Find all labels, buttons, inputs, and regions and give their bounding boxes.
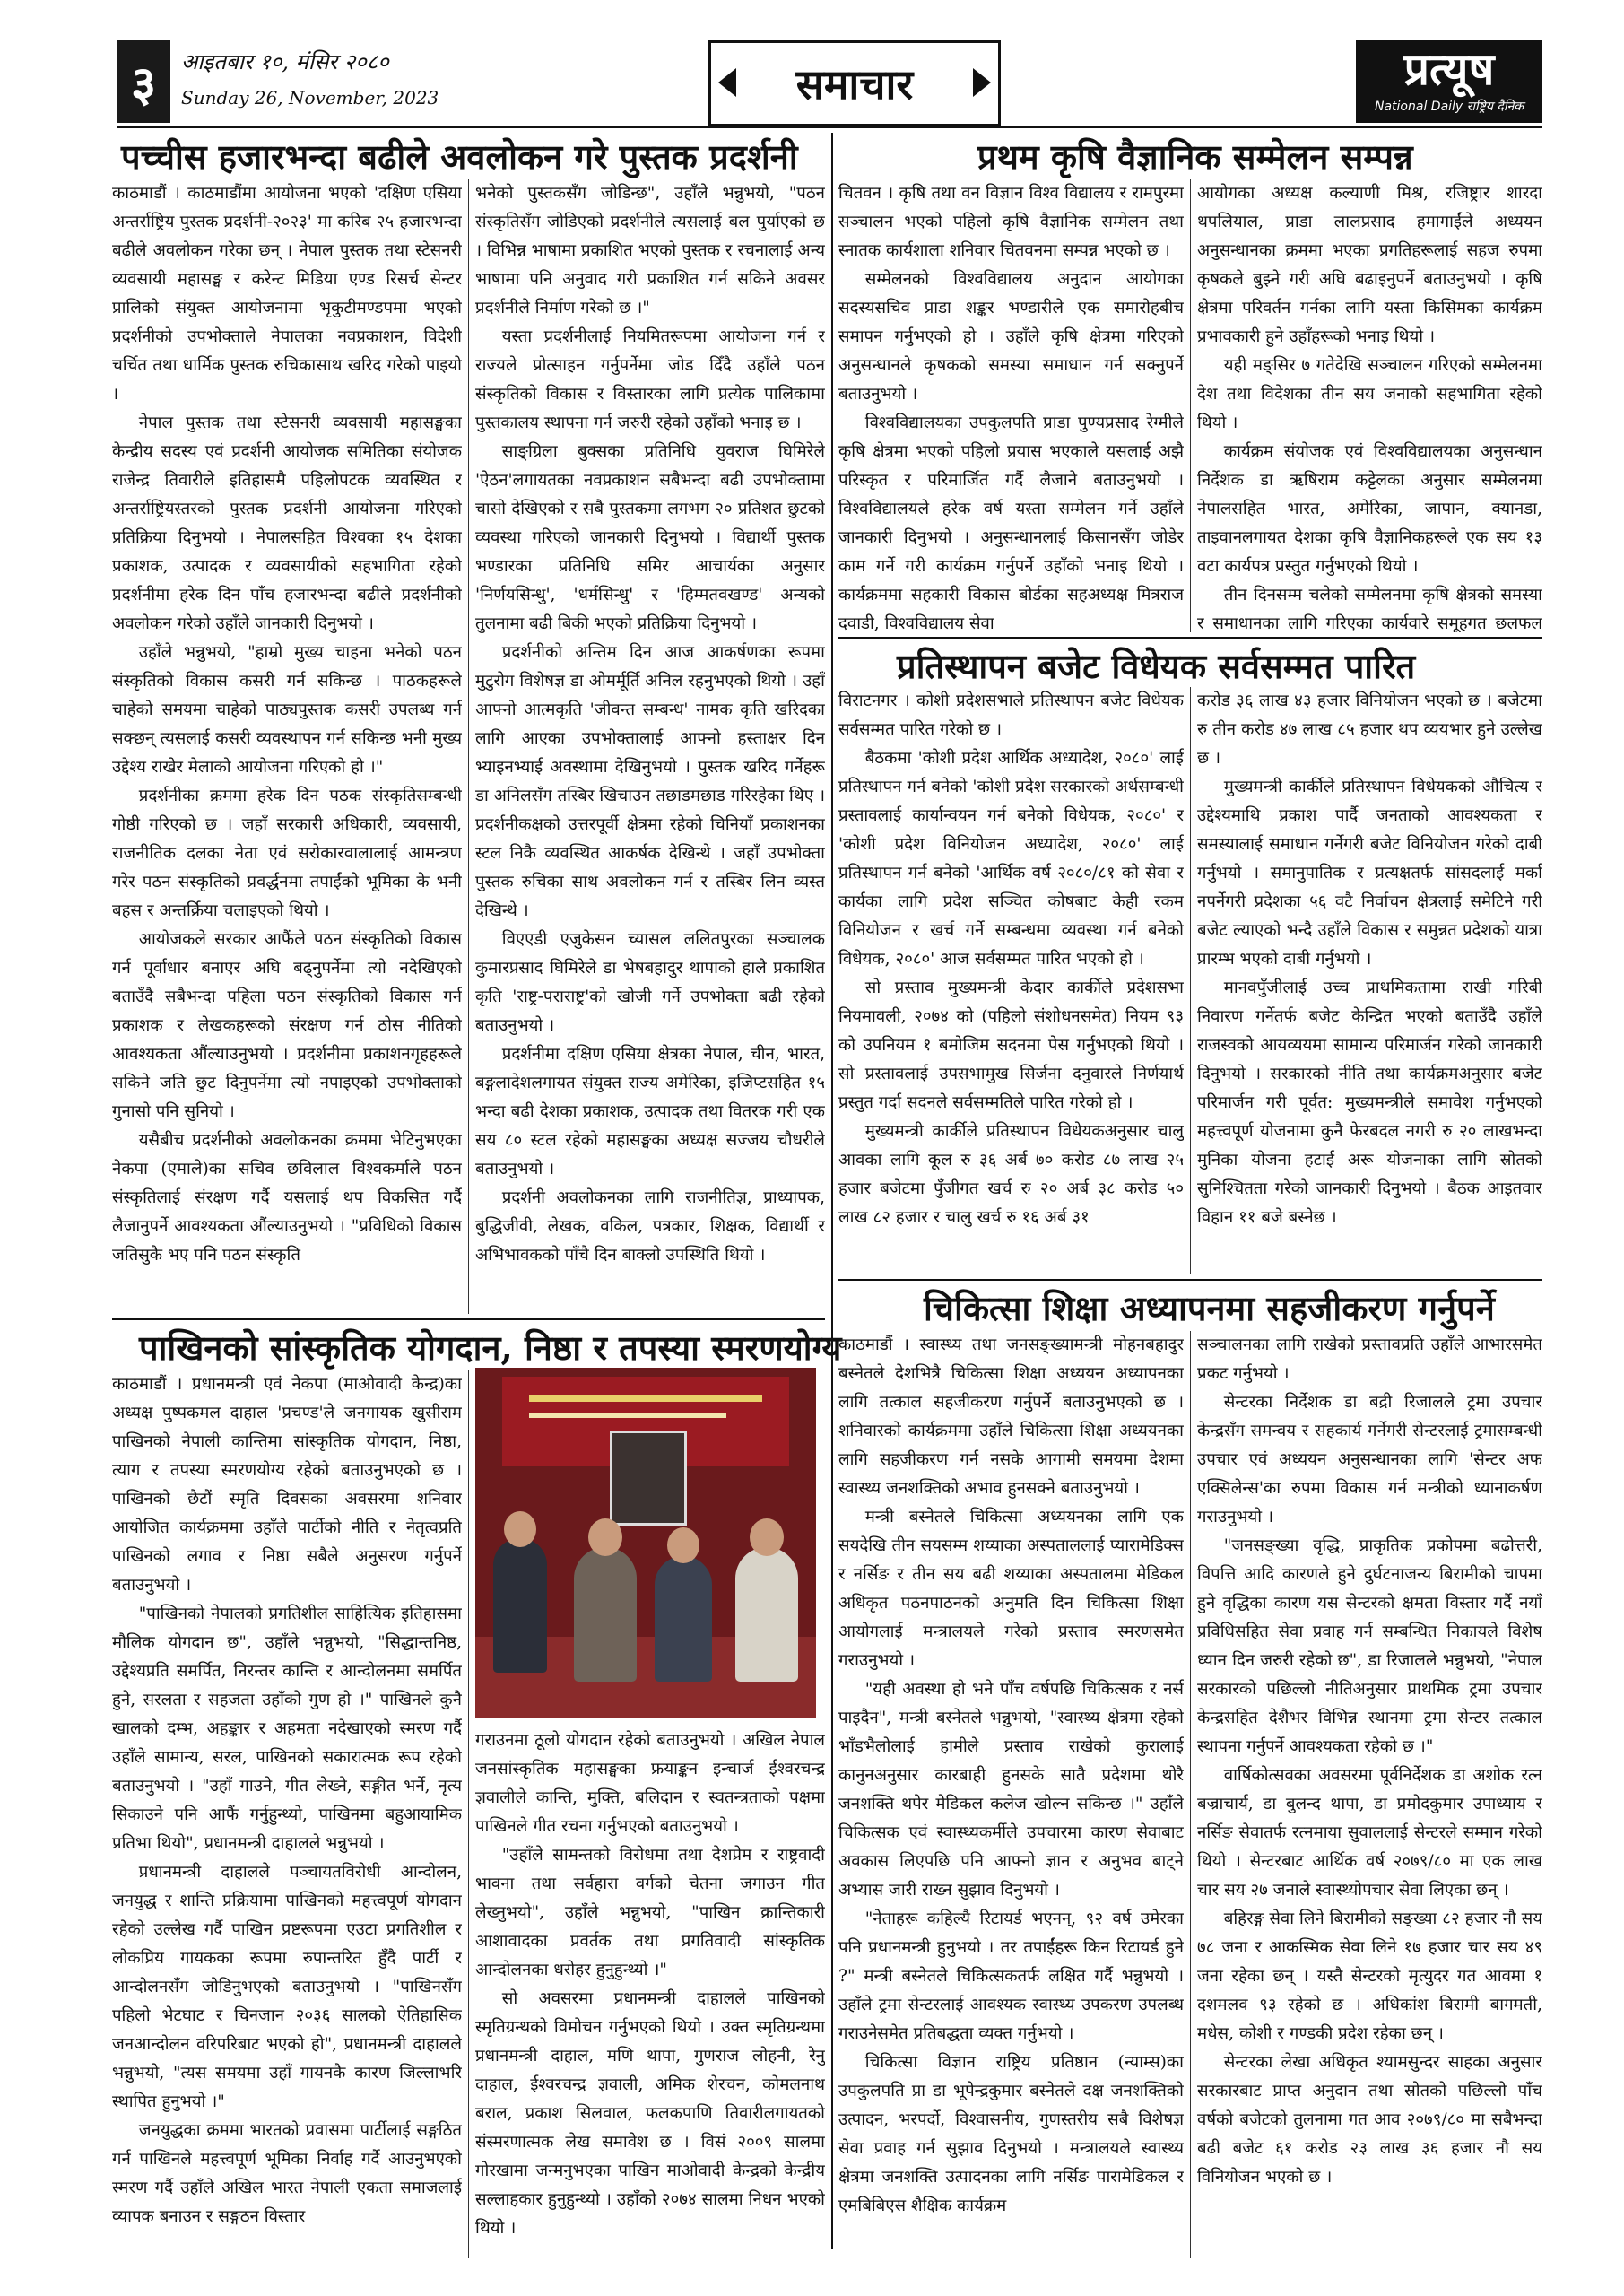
date-english: Sunday 26, November, 2023	[181, 87, 439, 109]
article-rule	[112, 1318, 825, 1320]
paragraph: चितवन । कृषि तथा वन विज्ञान विश्व विद्यालय र रामपुरमा सञ्चालन भएको पहिलो कृषि वैज्ञानिक सम्मेलन तथा स्नातक कार्यशाला शनिवार चितवनमा सम्पन्न भएको छ ।	[838, 184, 1184, 260]
photo-head	[588, 1518, 622, 1556]
date-nepali: आइतबार १०, मंसिर २०८०	[181, 49, 389, 74]
paragraph: विश्वविद्यालयका उपकुलपति प्राडा पुण्यप्रसाद रेग्मीले कृषि क्षेत्रमा भएको पहिलो प्रयास भएकाले यसलाई अझै परिस्कृत र परिमार्जित गर्दै लैजाने बताउनुभयो । विश्वविद्यालयले हरेक वर्ष यस्ता सम्मेलन गर्ने उहाँले जानकारी दिनुभयो । अनुसन्धानलाई किसानसँग जोडेर काम गर्ने गरी कार्यक्रम गर्नुपर्ने उहाँको भनाइ थियो । कार्यक्रममा सहकारी विकास बोर्डका सहअध्यक्ष मित्रराज दवाडी, विश्वविद्यालय सेवा	[838, 413, 1184, 632]
paragraph: मुख्यमन्त्री कार्कीले प्रतिस्थापन विधेयकअनुसार चालु आवका लागि कूल रु ३६ अर्ब ७० करोड ८७ लाख २५ हजार बजेटमा पुँजीगत खर्च रु २० अर्ब ३८ करोड ५० लाख ८२ हजार र चालु खर्च रु १६ अर्ब ३१	[838, 1122, 1184, 1227]
masthead	[117, 40, 1542, 123]
paragraph: प्रधानमन्त्री दाहालले पञ्चायतविरोधी आन्दोलन, जनयुद्ध र शान्ति प्रक्रियामा पाखिनको महत्त्वपूर्ण योगदान रहेको उल्लेख गर्दै पाखिन प्रष्टरूपमा एउटा प्रगतिशील र लोकप्रिय गायकका रूपमा रुपान्तरित हुँदै पार्टी र आन्दोलनसँग जोडिनुभएको बताउनुभयो । "पाखिनसँग पहिलो भेटघाट र चिनजान २०३६ सालको ऐतिहासिक जनआन्दोलन वरिपरिबाट भएको हो", प्रधानमन्त्री दाहालले भन्नुभयो, "त्यस समयमा उहाँ गायनकै कारण जिल्लाभरि स्थापित हुनुभयो ।"	[112, 1863, 462, 2111]
photo-banner-subtext	[529, 1413, 726, 1418]
arrow-left-icon	[718, 68, 736, 97]
date-block	[181, 44, 439, 116]
column-divider	[1190, 687, 1191, 1274]
paragraph: यही मङ्सिर ७ गतेदेखि सञ्चालन गरिएको सम्मेलनमा देश तथा विदेशका तीन सय जनाको सहभागिता रहेको थियो ।	[1197, 356, 1542, 432]
paragraph: करोड ३६ लाख ४३ हजार विनियोजन भएको छ । बजेटमा रु तीन करोड ४७ लाख ८५ हजार थप व्ययभार हुने उल्लेख छ ।	[1197, 691, 1542, 768]
paragraph: सेन्टरका निर्देशक डा बद्री रिजालले ट्रमा उपचार केन्द्रसँग समन्वय र सहकार्य गर्नेगरी सेन्टरलाई ट्रमासम्बन्धी उपचार एवं अध्ययन अनुसन्धानका लागि 'सेन्टर अफ एक्सिलेन्स'का रुपमा विकास गर्न मन्त्रीको ध्यानाकर्षण गराउनुभयो ।	[1197, 1393, 1542, 1526]
photo-head	[504, 1511, 536, 1547]
logo-tagline	[1356, 98, 1542, 116]
arrow-right-icon	[973, 68, 991, 97]
paragraph: प्रदर्शनीका क्रममा हरेक दिन पठक संस्कृतिसम्बन्धी गोष्ठी गरिएको छ । जहाँ सरकारी अधिकारी, व्यवसायी, राजनीतिक दलका नेता एवं सरोकारवालालाई आमन्त्रण गरेर पठन संस्कृतिको प्रवर्द्धनमा तपाईंको भूमिका के भनी बहस र अन्तर्क्रिया चलाइएको थियो ।	[112, 787, 462, 920]
paragraph: आयोगका अध्यक्ष कल्याणी मिश्र, रजिष्ट्रार शारदा थपलियाल, प्राडा लालप्रसाद हमागाईंले अध्ययन अनुसन्धानका क्रममा भएका प्रगतिहरूलाई सहज रुपमा कृषकले बुझ्ने गरी अघि बढाइनुपर्ने बताउनुभयो । कृषि क्षेत्रमा परिवर्तन गर्नका लागि यस्ता किसिमका कार्यक्रम प्रभावकारी हुने उहाँहरूको भनाइ थियो ।	[1197, 184, 1542, 346]
paragraph: मुख्यमन्त्री कार्कीले प्रतिस्थापन विधेयकको औचित्य र उद्देश्यमाथि प्रकाश पार्दै जनताको आवश्यकता र समस्यालाई समाधान गर्नेगरी बजेट विनियोजन गरेको दाबी गर्नुभयो । समानुपातिक र प्रत्यक्षतर्फ सांसदलाई मर्का नपर्नेगरी प्रदेशका ५६ वटै निर्वाचन क्षेत्रलाई समेटिने गरी बजेट ल्याएको भन्दै उहाँले विकास र समुन्नत प्रदेशको यात्रा प्रारम्भ भएको दाबी गर्नुभयो ।	[1197, 778, 1542, 969]
paragraph: सम्मेलनको विश्वविद्यालय अनुदान आयोगका सदस्यसचिव प्राडा शङ्कर भण्डारीले एक समारोहबीच समापन गर्नुभएको हो । उहाँले कृषि क्षेत्रमा गरिएको अनुसन्धानले कृषकको समस्या समाधान गर्न सक्नुपर्ने बताउनुभयो ।	[838, 270, 1184, 404]
article-rule	[838, 637, 1542, 639]
paragraph: प्रदर्शनी अवलोकनका लागि राजनीतिज्ञ, प्राध्यापक, बुद्धिजीवी, लेखक, वकिल, पत्रकार, शिक्षक, विद्यार्थी र अभिभावकको पाँचै दिन बाक्लो उपस्थिति थियो ।	[475, 1188, 825, 1265]
paragraph: जनयुद्धका क्रममा भारतको प्रवासमा पार्टीलाई सङ्गठित गर्न पाखिनले महत्त्वपूर्ण भूमिका निर्वाह गर्दै आउनुभएको स्मरण गर्दै उहाँले अखिल भारत नेपाली एकता समाजलाई व्यापक बनाउन र सङ्गठन विस्तार	[112, 2121, 462, 2226]
paragraph: काठमाडौं । काठमाडौंमा आयोजना भएको 'दक्षिण एसिया अन्तर्राष्ट्रिय पुस्तक प्रदर्शनी-२०२३' मा करिब २५ हजारभन्दा बढीले अवलोकन गरेका छन् । नेपाल पुस्तक तथा स्टेसनरी व्यवसायी महासङ्घ र करेन्ट मिडिया एण्ड रिसर्च सेन्टर प्रालिको संयुक्त आयोजनामा भृकुटीमण्डपमा भएको प्रदर्शनीको उपभोक्ताले नेपालका नवप्रकाशन, विदेशी चर्चित तथा धार्मिक पुस्तक रुचिकासाथ खरिद गरेको पाइयो ।	[112, 184, 462, 404]
section-divider	[831, 133, 833, 2249]
agri-column-1	[838, 179, 1184, 632]
paragraph: काठमाडौं । प्रधानमन्त्री एवं नेकपा (माओवादी केन्द्र)का अध्यक्ष पुष्पकमल दाहाल 'प्रचण्ड'ले जनगायक खुसीराम पाखिनको नेपाली कान्तिमा सांस्कृतिक योगदान, निष्ठा, त्याग र तपस्या स्मरणयोग्य रहेको बताउनुभएको छ । पाखिनको छैटौं स्मृति दिवसका अवसरमा शनिवार आयोजित कार्यक्रममा उहाँले पार्टीको नीति र नेतृत्वप्रति पाखिनको लगाव र निष्ठा सबैले अनुसरण गर्नुपर्ने बताउनुभयो ।	[112, 1375, 462, 1595]
paragraph: प्रदर्शनीमा दक्षिण एसिया क्षेत्रका नेपाल, चीन, भारत, बङ्गलादेशलगायत संयुक्त राज्य अमेरिका, इजिप्टसहित १५ भन्दा बढी देशका प्रकाशक, उत्पादक तथा वितरक गरी एक सय ८० स्टल रहेको महासङ्घका अध्यक्ष सज्जय चौधरीले बताउनुभयो ।	[475, 1045, 825, 1178]
paragraph: यसैबीच प्रदर्शनीको अवलोकनका क्रममा भेटिनुभएका नेकपा (एमाले)का सचिव छविलाल विश्वकर्माले पठन संस्कृतिलाई संरक्षण गर्दै यसलाई थप विकसित गर्दै लैजानुपर्ने आवश्यकता औंल्याउनुभयो । "प्रविधिको विकास जतिसुकै भए पनि पठन संस्कृति	[112, 1131, 462, 1265]
budget-column-2	[1197, 687, 1542, 1274]
photo-person	[574, 1547, 637, 1682]
pakhin-column-1	[112, 1370, 462, 2258]
medical-column-1	[838, 1331, 1184, 2258]
photo-portrait	[610, 1431, 687, 1526]
paragraph: मानवपुँजीलाई उच्च प्राथमिकतामा राखी गरिबी निवारण गर्नेतर्फ बजेट केन्द्रित भएको बताउँदै उहाँले राजस्वको आयव्ययमा सामान्य परिमार्जन गरेको जानकारी दिनुभयो । सरकारको नीति तथा कार्यक्रमअनुसार बजेट परिमार्जन गरी पूर्वत: मुख्यमन्त्रीले समावेश गर्नुभएको महत्त्वपूर्ण योजनामा कुनै फेरबदल नगरी रु २० लाखभन्दा मुनिका योजना हटाई अरू योजनाका लागि स्रोतको सुनिश्चितता गरेको जानकारी दिनुभयो । बैठक आइतवार विहान ११ बजे बस्नेछ ।	[1197, 978, 1542, 1227]
paragraph: "उहाँले सामन्तको विरोधमा तथा देशप्रेम र राष्ट्रवादी भावना तथा सर्वहारा वर्गको चेतना जगाउन गीत लेख्नुभयो", उहाँले भन्नुभयो, "पाखिन क्रान्तिकारी आशावादका प्रवर्तक तथा प्रगतिवादी सांस्कृतिक आन्दोलनका धरोहर हुनुहुन्थ्यो ।"	[475, 1846, 825, 1979]
column-divider	[1190, 1331, 1191, 2258]
paragraph: साङ्ग्रिला बुक्सका प्रतिनिधि युवराज घिमिरेले 'ऐठन'लगायतका नवप्रकाशन सबैभन्दा बढी उपभोक्तामा चासो देखिएको र सबै पुस्तकमा लगभग २० प्रतिशत छुटको व्यवस्था गरिएको जानकारी दिनुभयो । विद्यार्थी पुस्तक भण्डारका प्रतिनिधि समिर आचार्यका अनुसार 'निर्णयसिन्धु', 'धर्मसिन्धु' र 'हिम्मतवखण्ड' अन्यको तुलनामा बढी बिकी भएको प्रतिक्रिया दिनुभयो ।	[475, 442, 825, 633]
page-number: ३	[117, 40, 170, 123]
paragraph: सो प्रस्ताव मुख्यमन्त्री केदार कार्कीले प्रदेशसभा नियमावली, २०७४ को (पहिलो संशोधनसमेत) नियम ९३ को उपनियम १ बमोजिम सदनमा पेस गर्नुभएको थियो । सो प्रस्तावलाई उपसभामुख सिर्जना दनुवारले निर्णयार्थ प्रस्तुत गर्दा सदनले सर्वसम्मतिले पारित गरेको हो ।	[838, 978, 1184, 1112]
paragraph: सञ्चालनका लागि राखेको प्रस्तावप्रति उहाँले आभारसमेत प्रकट गर्नुभयो ।	[1197, 1335, 1542, 1383]
column-divider	[468, 179, 469, 1314]
article-rule	[838, 1279, 1542, 1281]
photo-person	[735, 1547, 798, 1682]
paragraph: "जनसङ्ख्या वृद्धि, प्राकृतिक प्रकोपमा बढोत्तरी, विपत्ति आदि कारणले हुने दुर्घटनाजन्य बिरामीको चापमा हुने वृद्धिका कारण यस सेन्टरको क्षमता विस्तार गर्दै नयाँ प्रविधिसहित सेवा प्रवाह गर्न सम्बन्धित निकायले विशेष ध्यान दिन जरुरी रहेको छ", डा रिजालले भन्नुभयो, "नेपाल सरकारको पछिल्लो नीतिअनुसार प्राथमिक ट्रमा उपचार केन्द्रसहित देशैभर विभिन्न स्थानमा ट्रमा सेन्टर तत्काल स्थापना गर्नुपर्ने आवश्यकता रहेको छ ।"	[1197, 1536, 1542, 1756]
photo-head	[667, 1527, 699, 1563]
paragraph: बहिरङ्ग सेवा लिने बिरामीको सङ्ख्या ८२ हजार नौ सय ७८ जना र आकस्मिक सेवा लिने १७ हजार चार सय ४९ जना रहेका छन् । यस्तै सेन्टरको मृत्युदर गत आवमा १ दशमलव ९३ रहेको छ । अधिकांश बिरामी बागमती, मधेस, कोशी र गण्डकी प्रदेश रहेका छन् ।	[1197, 1909, 1542, 2043]
paragraph: बैठकमा 'कोशी प्रदेश आर्थिक अध्यादेश, २०८०' लाई प्रतिस्थापन गर्न बनेको 'कोशी प्रदेश सरकारको अर्थसम्बन्धी प्रस्तावलाई कार्यान्वयन गर्न बनेको विधेयक, २०८०' र 'कोशी प्रदेश विनियोजन अध्यादेश, २०८०' लाई प्रतिस्थापन गर्न बनेको 'आर्थिक वर्ष २०८०/८१ को सेवा र कार्यका लागि प्रदेश सञ्चित कोषबाट केही रकम विनियोजन र खर्च गर्ने सम्बन्धमा व्यवस्था गर्न बनेको विधेयक, २०८०' आज सर्वसम्मत पारित भएको हो ।	[838, 749, 1184, 969]
column-divider	[1190, 179, 1191, 632]
paragraph: कार्यक्रम संयोजक एवं विश्वविद्यालयका अनुसन्धान निर्देशक डा ऋषिराम कट्टेलका अनुसार सम्मेलनमा नेपालसहित भारत, अमेरिका, जापान, क्यानडा, ताइवानलगायत देशका कृषि वैज्ञानिकहरूले एक सय १३ वटा कार्यपत्र प्रस्तुत गर्नुभएको थियो ।	[1197, 442, 1542, 576]
paragraph: "नेताहरू कहिल्यै रिटायर्ड भएनन्, ९२ वर्ष उमेरका पनि प्रधानमन्त्री हुनुभयो । तर तपाईंहरू किन रिटायर्ड हुने ?" मन्त्री बस्नेतले चिकित्सकतर्फ लक्षित गर्दै भन्नुभयो । उहाँले ट्रमा सेन्टरलाई आवश्यक स्वास्थ्य उपकरण उपलब्ध गराउनेसमेत प्रतिबद्धता व्यक्त गर्नुभयो ।	[838, 1909, 1184, 2043]
headline-budget: प्रतिस्थापन बजेट विधेयक सर्वसम्मत पारित	[897, 646, 1416, 686]
paragraph: सेन्टरका लेखा अधिकृत श्यामसुन्दर साहका अनुसार सरकारबाट प्राप्त अनुदान तथा स्रोतको पछिल्लो पाँच वर्षको बजेटको तुलनामा गत आव २०७९/८० मा सबैभन्दा बढी बजेट ६१ करोड २३ लाख ३६ हजार नौ सय विनियोजन भएको छ ।	[1197, 2053, 1542, 2187]
section-title-box	[708, 40, 1001, 126]
paragraph: आयोजकले सरकार आफैंले पठन संस्कृतिको विकास गर्न पूर्वाधार बनाएर अघि बढ्नुपर्नेमा त्यो नदेखिएको बताउँदै सबैभन्दा पहिला पठन संस्कृतिको विकास गर्न प्रकाशक र लेखकहरूको संरक्षण गर्न ठोस नीतिको आवश्यकता औंल्याउनुभयो । प्रदर्शनीमा प्रकाशनगृहहरूले सकिने जति छुट दिनुपर्नेमा त्यो नपाइएको उपभोक्ताको गुनासो पनि सुनियो ।	[112, 930, 462, 1121]
paragraph: नेपाल पुस्तक तथा स्टेसनरी व्यवसायी महासङ्घका केन्द्रीय सदस्य एवं प्रदर्शनी आयोजक समितिका संयोजक राजेन्द्र तिवारीले इतिहासमै पहिलोपटक व्यवस्थित र अन्तर्राष्ट्रियस्तरको पुस्तक प्रदर्शनी आयोजना गरिएको प्रतिक्रिया दिनुभयो । नेपालसहित विश्वका १५ देशका प्रकाशक, उत्पादक र व्यवसायीको सहभागिता रहेको प्रदर्शनीमा हरेक दिन पाँच हजारभन्दा बढीले प्रदर्शनीको अवलोकन गरेको उहाँले जानकारी दिनुभयो ।	[112, 413, 462, 633]
medical-column-2	[1197, 1331, 1542, 2258]
logo-tag-en: National Daily	[1375, 100, 1463, 114]
column-divider	[468, 1370, 469, 2258]
paragraph: प्रदर्शनीको अन्तिम दिन आज आकर्षणका रूपमा मुटुरोग विशेषज्ञ डा ओमर्मूर्ति अनिल रहनुभएको थियो । उहाँ आफ्नो आत्मकृति 'जीवन्त सम्बन्ध' नामक कृति खरिदका लागि आएका उपभोक्तालाई आफ्नो हस्ताक्षर दिन भ्याइनभ्याई अवस्थामा देखिनुभयो । पुस्तक खरिद गर्नेहरू डा अनिलसँग तस्बिर खिचाउन तछाडमछाड गरिरहेका थिए । प्रदर्शनीकक्षको उत्तरपूर्वी क्षेत्रमा रहेको चिनियाँ प्रकाशनका स्टल निकै व्यवस्थित आकर्षक देखिन्थे । जहाँ उपभोक्ता पुस्तक रुचिका साथ अवलोकन गर्न र तस्बिर लिन व्यस्त देखिन्थे ।	[475, 643, 825, 920]
headline-pakhin: पाखिनको सांस्कृतिक योगदान, निष्ठा र तपस्या स्मरणयोग्य	[139, 1327, 842, 1368]
paragraph: उहाँले भन्नुभयो, "हाम्रो मुख्य चाहना भनेको पठन संस्कृतिको विकास कसरी गर्न सकिन्छ । पाठकहरूले चाहेको समयमा चाहेको पाठ्यपुस्तक कसरी उपलब्ध गर्न सक्छन् त्यसलाई कसरी व्यवस्थापन गर्न सकिन्छ भनी मुख्य उद्देश्य राखेर मेलाको आयोजना गरिएको हो ।"	[112, 643, 462, 777]
paragraph: "यही अवस्था हो भने पाँच वर्षपछि चिकित्सक र नर्स पाइदैन", मन्त्री बस्नेतले भन्नुभयो, "स्वास्थ्य क्षेत्रमा रहेको भाँडभैलोलाई हामीले प्रस्ताव राखेको कुरालाई कानुनअनुसार कारबाही हुनसके सातै प्रदेशमा थोरै जनशक्ति थपेर मेडिकल कलेज खोल्न सकिन्छ ।" उहाँले चिकित्सक एवं स्वास्थ्यकर्मीले उपचारमा कारण सेवाबाट अवकास लिएपछि पनि आफ्नो ज्ञान र अनुभव बाट्ने अभ्यास जारी राख्न सुझाव दिनुभयो ।	[838, 1680, 1184, 1900]
paragraph: यस्ता प्रदर्शनीलाई नियमितरूपमा आयोजना गर्न र राज्यले प्रोत्साहन गर्नुपर्नेमा जोड दिँदै उहाँले पठन संस्कृतिको विकास र विस्तारका लागि प्रत्येक पालिकामा पुस्तकालय स्थापना गर्न जरुरी रहेको उहाँको भनाइ छ ।	[475, 327, 825, 432]
photo-person	[655, 1556, 712, 1682]
paragraph: भनेको पुस्तकसँग जोडिन्छ", उहाँले भन्नुभयो, "पठन संस्कृतिसँग जोडिएको प्रदर्शनीले त्यसलाई बल पुर्याएको छ । विभिन्न भाषामा प्रकाशित भएको पुस्तक र रचनालाई अन्य भाषामा पनि अनुवाद गरी प्रकाशित गर्न सकिने अवसर प्रदर्शनीले निर्माण गरेको छ ।"	[475, 184, 825, 317]
paragraph: चिकित्सा विज्ञान राष्ट्रिय प्रतिष्ठान (न्याम्स)का उपकुलपति प्रा डा भूपेन्द्रकुमार बस्नेतले दक्ष जनशक्तिको उत्पादन, भरपर्दो, विश्वासनीय, गुणस्तरीय सबै विशेषज्ञ सेवा प्रवाह गर्न सुझाव दिनुभयो । मन्त्रालयले स्वास्थ्य क्षेत्रमा जनशक्ति उत्पादनका लागि नर्सिङ पारामेडिकल र एमबिबिएस शैक्षिक कार्यक्रम	[838, 2053, 1184, 2215]
headline-agri: प्रथम कृषि वैज्ञानिक सम्मेलन सम्पन्न	[977, 136, 1413, 177]
agri-column-2	[1197, 179, 1542, 632]
pakhin-column-2	[475, 1726, 825, 2258]
budget-column-1	[838, 687, 1184, 1274]
paragraph: तीन दिनसम्म चलेको सम्मेलनमा कृषि क्षेत्रको समस्या र समाधानका लागि गरिएका कार्यवारे समूहगत छलफल	[1197, 586, 1542, 632]
headline-book-fair: पच्चीस हजारभन्दा बढीले अवलोकन गरे पुस्तक प्रदर्शनी	[121, 136, 798, 177]
photo-banner-text	[529, 1395, 762, 1402]
paragraph: काठमाडौं । स्वास्थ्य तथा जनसङ्ख्यामन्त्री मोहनबहादुर बस्नेतले देशभित्रै चिकित्सा शिक्षा अध्ययन अध्यापनका लागि तत्काल सहजीकरण गर्नुपर्ने बताउनुभएको छ । शनिवारको कार्यक्रममा उहाँले चिकित्सा शिक्षा अध्ययनका लागि सहजीकरण गर्न नसके आगामी समयमा देशमा स्वास्थ्य जनशक्तिको अभाव हुनसक्ने बताउनुभयो ।	[838, 1335, 1184, 1498]
book-fair-column-1	[112, 179, 462, 1314]
logo-tag-np: राष्ट्रिय दैनिक	[1466, 100, 1524, 114]
photo-person	[493, 1538, 547, 1673]
section-title: समाचार	[795, 60, 914, 109]
logo-name: प्रत्यूष	[1403, 42, 1495, 95]
headline-medical: चिकित्सा शिक्षा अध्यापनमा सहजीकरण गर्नुपर्ने	[924, 1288, 1495, 1328]
paragraph: वार्षिकोत्सवका अवसरमा पूर्वनिर्देशक डा अशोक रत्न बज्राचार्य, डा बुलन्द थापा, डा प्रमोदकुमार उपाध्याय र नर्सिङ सेवातर्फ रत्नमाया सुवाललाई सेन्टरले सम्मान गरेको थियो । सेन्टरबाट आर्थिक वर्ष २०७९/८० मा एक लाख चार सय २७ जनाले स्वास्थ्योपचार सेवा लिएका छन् ।	[1197, 1766, 1542, 1900]
paragraph: "पाखिनको नेपालको प्रगतिशील साहित्यिक इतिहासमा मौलिक योगदान छ", उहाँले भन्नुभयो, "सिद्धान्तनिष्ठ, उद्देश्यप्रति समर्पित, निरन्तर कान्ति र आन्दोलनमा समर्पित हुने, सरलता र सहजता उहाँको गुण हो ।" पाखिनले कुनै खालको दम्भ, अहङ्कार र अहमता नदेखाएको स्मरण गर्दै उहाँले सामान्य, सरल, पाखिनको सकारात्मक रूप रहेको बताउनुभयो । "उहाँ गाउने, गीत लेख्ने, सङ्गीत भर्ने, नृत्य सिकाउने पनि आफैं गर्नुहुन्थ्यो, पाखिनमा बहुआयामिक प्रतिभा थियो", प्रधानमन्त्री दाहालले भन्नुभयो ।	[112, 1605, 462, 1853]
event-photo	[475, 1368, 816, 1718]
photo-head	[750, 1518, 784, 1556]
paragraph: गराउनमा ठूलो योगदान रहेको बताउनुभयो । अखिल नेपाल जनसांस्कृतिक महासङ्घका फ्रयाङ्कन इन्चार्ज ईश्वरचन्द्र ज्ञवालीले कान्ति, मुक्ति, बलिदान र स्वतन्त्रताको पक्षमा पाखिनले गीत रचना गर्नुभएको बताउनुभयो ।	[475, 1731, 825, 1836]
book-fair-column-2	[475, 179, 825, 1314]
paragraph: विराटनगर । कोशी प्रदेशसभाले प्रतिस्थापन बजेट विधेयक सर्वसम्मत पारित गरेको छ ।	[838, 691, 1184, 739]
paragraph: मन्त्री बस्नेतले चिकित्सा अध्ययनका लागि एक सयदेखि तीन सयसम्म शय्याका अस्पताललाई प्यारामेडिक्स र नर्सिङ र तीन सय बढी शय्याका अस्पतालमा मेडिकल अधिकृत पठनपाठनको अनुमति दिन चिकित्सा शिक्षा आयोगलाई मन्त्रालयले गरेको प्रस्ताव स्मरणसमेत गराउनुभयो ।	[838, 1508, 1184, 1670]
paragraph: सो अवसरमा प्रधानमन्त्री दाहालले पाखिनको स्मृतिग्रन्थको विमोचन गर्नुभएको थियो । उक्त स्मृतिग्रन्थमा प्रधानमन्त्री दाहाल, मणि थापा, गुणराज लोहनी, रेनु दाहाल, ईश्वरचन्द्र ज्ञवाली, अमिक शेरचन, कोमलनाथ बराल, प्रकाश सिलवाल, फलकपाणि तिवारीलगायतको संस्मरणात्मक लेख समावेश छ । विसं २००९ सालमा गोरखामा जन्मनुभएका पाखिन माओवादी केन्द्रको केन्द्रीय सल्लाहकार हुनुहुन्थ्यो । उहाँको २०७४ सालमा निधन भएको थियो ।	[475, 1989, 825, 2238]
newspaper-logo	[1356, 40, 1542, 123]
masthead-rule	[117, 126, 1542, 128]
paragraph: विएएडी एजुकेसन च्यासल ललितपुरका सञ्चालक कुमारप्रसाद घिमिरेले डा भेषबहादुर थापाको हालै प्रकाशित कृति 'राष्ट्र-पराराष्ट्र'को खोजी गर्ने उपभोक्ता बढी रहेको बताउनुभयो ।	[475, 930, 825, 1035]
